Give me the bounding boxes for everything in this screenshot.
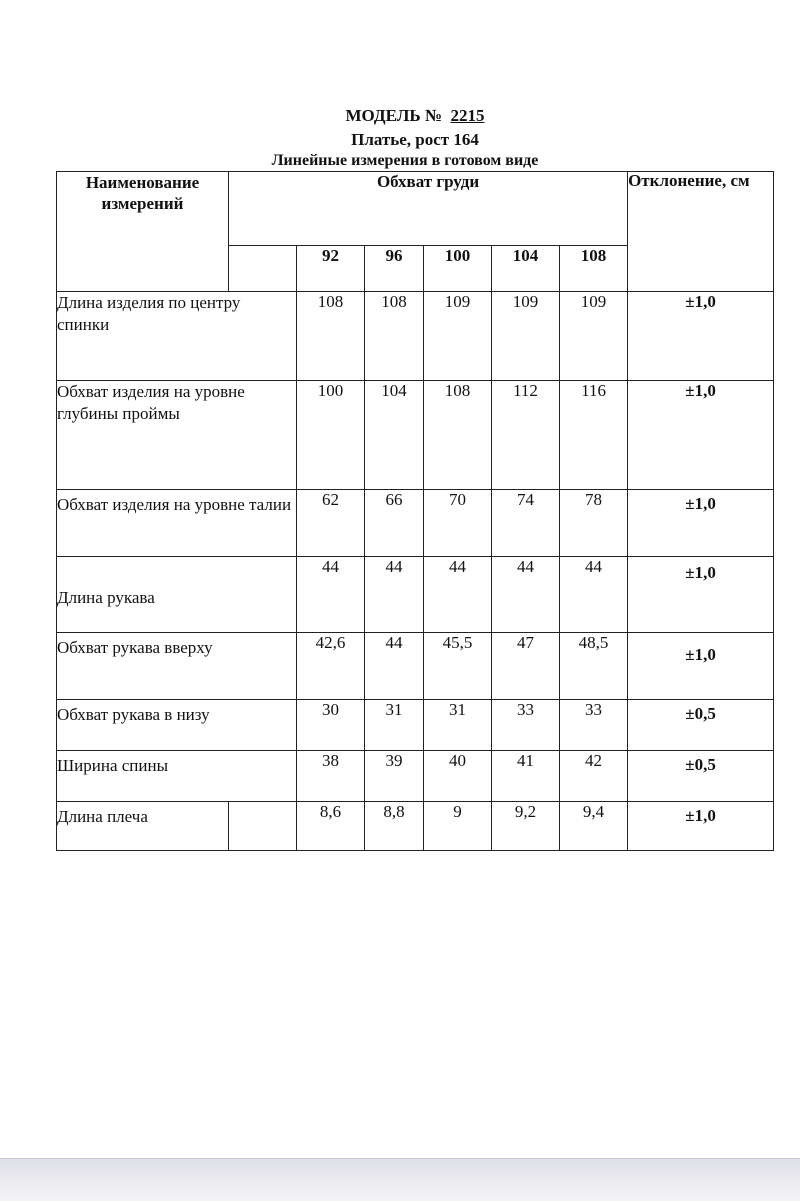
size-header: 104 — [492, 246, 560, 292]
value-cell: 109 — [560, 292, 628, 381]
value-cell: 33 — [560, 700, 628, 751]
value-cell: 42 — [560, 751, 628, 802]
value-cell: 109 — [424, 292, 492, 381]
model-prefix: МОДЕЛЬ № — [345, 106, 442, 125]
deviation-cell: ±0,5 — [628, 751, 774, 802]
deviation-cell: ±1,0 — [628, 381, 774, 490]
table-row — [57, 381, 774, 490]
value-cell: 44 — [492, 557, 560, 633]
value-cell: 31 — [424, 700, 492, 751]
value-cell: 48,5 — [560, 633, 628, 700]
value-cell: 41 — [492, 751, 560, 802]
size-header: 96 — [365, 246, 424, 292]
value-cell: 44 — [424, 557, 492, 633]
table-caption: Линейные измерения в готовом виде — [271, 152, 539, 169]
table-row — [57, 802, 774, 851]
value-cell: 42,6 — [297, 633, 365, 700]
value-cell: 104 — [365, 381, 424, 490]
value-cell: 33 — [492, 700, 560, 751]
deviation-cell: ±0,5 — [628, 700, 774, 751]
empty-size-cell — [229, 246, 297, 292]
value-cell: 112 — [492, 381, 560, 490]
table-row — [57, 751, 774, 802]
value-cell: 66 — [365, 490, 424, 557]
row-label: Обхват изделия на уровне талии — [57, 490, 297, 557]
model-number: 2215 — [450, 106, 485, 125]
table-row — [57, 490, 774, 557]
bottom-bar — [0, 1158, 800, 1201]
value-cell: 45,5 — [424, 633, 492, 700]
size-header: 100 — [424, 246, 492, 292]
value-cell: 44 — [297, 557, 365, 633]
value-cell: 62 — [297, 490, 365, 557]
row-label: Длина рукава — [57, 557, 297, 633]
header-row — [57, 172, 774, 246]
value-cell: 70 — [424, 490, 492, 557]
deviation-cell: ±1,0 — [628, 802, 774, 851]
value-cell: 39 — [365, 751, 424, 802]
value-cell: 74 — [492, 490, 560, 557]
measurements-table — [56, 171, 774, 851]
row-label: Обхват рукава в низу — [57, 700, 297, 751]
value-cell: 78 — [560, 490, 628, 557]
model-title — [15, 106, 800, 126]
row-label: Ширина спины — [57, 751, 297, 802]
size-header: 108 — [560, 246, 628, 292]
deviation-cell: ±1,0 — [628, 557, 774, 633]
value-cell: 108 — [424, 381, 492, 490]
value-cell: 8,6 — [297, 802, 365, 851]
row-label: Обхват рукава вверху — [57, 633, 297, 700]
value-cell: 108 — [365, 292, 424, 381]
group-header: Обхват груди — [229, 172, 628, 246]
value-cell: 40 — [424, 751, 492, 802]
value-cell: 9 — [424, 802, 492, 851]
value-cell: 9,2 — [492, 802, 560, 851]
model-subtitle: Платье, рост 164 — [351, 130, 479, 149]
deviation-cell: ±1,0 — [628, 292, 774, 381]
empty-cell — [229, 802, 297, 851]
value-cell: 9,4 — [560, 802, 628, 851]
table-row — [57, 633, 774, 700]
value-cell: 109 — [492, 292, 560, 381]
table-row — [57, 700, 774, 751]
deviation-cell: ±1,0 — [628, 633, 774, 700]
table-row — [57, 557, 774, 633]
table-row — [57, 292, 774, 381]
row-label: Длина изделия по центру спинки — [57, 292, 297, 381]
size-header: 92 — [297, 246, 365, 292]
row-label: Обхват изделия на уровне глубины проймы — [57, 381, 297, 490]
value-cell: 8,8 — [365, 802, 424, 851]
deviation-cell: ±1,0 — [628, 490, 774, 557]
value-cell: 116 — [560, 381, 628, 490]
row-label: Длина плеча — [57, 802, 229, 851]
value-cell: 31 — [365, 700, 424, 751]
value-cell: 38 — [297, 751, 365, 802]
deviation-header: Отклонение, см — [628, 172, 774, 292]
value-cell: 108 — [297, 292, 365, 381]
value-cell: 100 — [297, 381, 365, 490]
value-cell: 44 — [365, 557, 424, 633]
value-cell: 30 — [297, 700, 365, 751]
value-cell: 44 — [365, 633, 424, 700]
value-cell: 47 — [492, 633, 560, 700]
value-cell: 44 — [560, 557, 628, 633]
name-header: Наименование измерений — [57, 172, 229, 292]
